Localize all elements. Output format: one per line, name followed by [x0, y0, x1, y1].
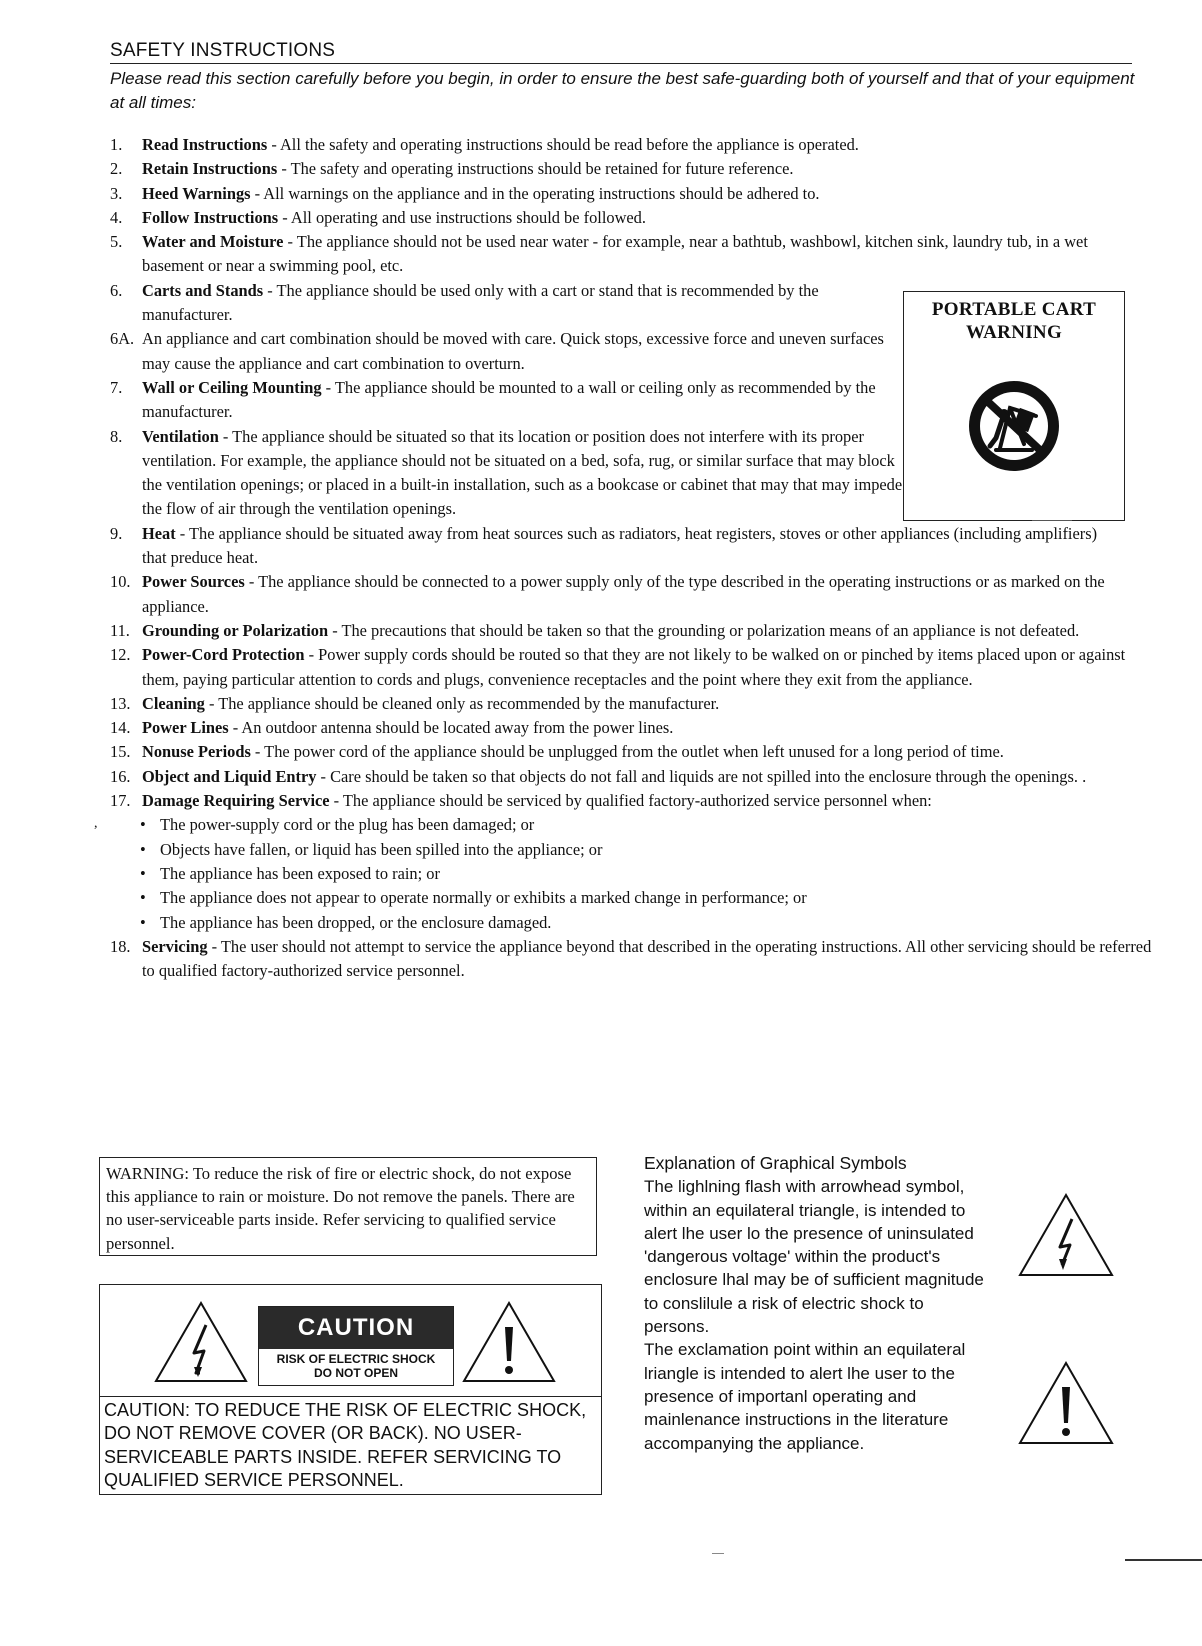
- list-item: 1. Read Instructions - All the safety and operating instructions should be read before the appliance is operated.: [110, 135, 859, 154]
- bullet-item: • Objects have fallen, or liquid has been spilled into the appliance; or: [140, 838, 1152, 862]
- lightning-explanation: The lighlning flash with arrowhead symbol, within an equilateral triangle, is intended to alert lhe user lo the presence of uninsulated 'dangerous voltage' within the product's enclosure lhal may be of sufficient magnitude to conslilule a risk of electric shock to persons.: [644, 1177, 984, 1337]
- list-item: 15. Nonuse Periods - The power cord of the appliance should be unplugged from the outlet when left unused for a long period of time.: [110, 742, 1004, 762]
- caution-badge-subtitle: RISK OF ELECTRIC SHOCK DO NOT OPEN: [276, 1352, 436, 1380]
- divider: [1032, 520, 1072, 521]
- list-item: 6. Carts and Stands - The appliance should be used only with a cart or stand that is recommended by the manufacturer.: [110, 280, 819, 325]
- list-item: 17. Damage Requiring Service - The appliance should be serviced by qualified factory-authorized service personnel when: • The power-supply cord or the plug has been damaged; or • Objects have fallen, or liquid has been spilled into the appliance; or • The appliance has been exposed to rain; or • The appliance does not appear to operate normally or exhibits a marked change in performance; or • The appliance has been dropped, or the enclosure damaged.: [110, 789, 1152, 935]
- exclamation-triangle-icon: [462, 1301, 556, 1383]
- caution-text: CAUTION: TO REDUCE THE RISK OF ELECTRIC SHOCK, DO NOT REMOVE COVER (OR BACK). NO USER-SERVICEABLE PARTS INSIDE. REFER SERVICING TO QUALIFIED SERVICE PERSONNEL.: [104, 1400, 587, 1490]
- list-item: 10. Power Sources - The appliance should be connected to a power supply only of the type described in the operating instructions or as marked on the appliance.: [110, 572, 1105, 616]
- list-item: 4. Follow Instructions - All operating and use instructions should be followed.: [110, 207, 646, 227]
- exclamation-triangle-icon: [1018, 1361, 1114, 1445]
- caution-badge-title: CAUTION: [259, 1307, 453, 1349]
- margin-mark: ,: [94, 816, 98, 831]
- list-item: 12. Power-Cord Protection - Power supply cords should be routed so that they are not likely to be walked on or pinched by items placed upon or against them, paying particular attention to cords and plugs, convenience receptacles and the point where they exit from the appliance.: [110, 645, 1126, 689]
- symbols-heading: Explanation of Graphical Symbols: [644, 1153, 907, 1173]
- caution-badge: [258, 1306, 454, 1386]
- list-item: 9. Heat - The appliance should be situated away from heat sources such as radiators, heat registers, stoves or other appliances (including amplifiers) that preduce heat.: [110, 523, 1098, 568]
- warning-text: To reduce the risk of fire or electric shock, do not expose this appliance to rain or moisture. Do not remove the panels. There are no user-serviceable parts inside. Refer servicing to qualified service personnel.: [106, 1164, 575, 1253]
- bullet-item: • The appliance has been dropped, or the enclosure damaged.: [140, 911, 1152, 935]
- list-item: 14. Power Lines - An outdoor antenna should be located away from the power lines.: [110, 718, 674, 738]
- page-title: SAFETY INSTRUCTIONS: [110, 40, 1132, 64]
- damage-bullet-list: [110, 813, 1152, 934]
- divider: [712, 1553, 724, 1554]
- list-item: 6A. An appliance and cart combination should be moved with care. Quick stops, excessive force and uneven surfaces may cause the appliance and cart combination to overturn.: [110, 329, 884, 373]
- lightning-triangle-icon: [1018, 1193, 1114, 1277]
- list-item: 7. Wall or Ceiling Mounting - The appliance should be mounted to a wall or ceiling only as recommended by the manufacturer.: [110, 377, 876, 422]
- intro-text: Please read this section carefully before you begin, in order to ensure the best safe-guarding both of yourself and that of your equipment at all times:: [110, 69, 1135, 112]
- warning-box: [99, 1157, 597, 1256]
- list-item: 5. Water and Moisture - The appliance should not be used near water - for example, near a bathtub, washbowl, kitchen sink, laundry tub, in a wet basement or near a swimming pool, etc.: [110, 232, 1088, 276]
- caution-box: [99, 1284, 602, 1495]
- graphical-symbols-explanation: [644, 1152, 1004, 1455]
- list-item: 3. Heed Warnings - All warnings on the appliance and in the operating instructions should be adhered to.: [110, 183, 820, 203]
- instruction-list: [110, 133, 1152, 983]
- list-item: 13. Cleaning - The appliance should be cleaned only as recommended by the manufacturer.: [110, 693, 720, 713]
- list-item: 11. Grounding or Polarization - The precautions that should be taken so that the grounding or polarization means of an appliance is not defeated.: [110, 620, 1080, 640]
- list-item: 16. Object and Liquid Entry - Care should be taken so that objects do not fall and liquids are not spilled into the enclosure through the openings. .: [110, 766, 1087, 786]
- exclamation-explanation: The exclamation point within an equilateral lriangle is intended to alert lhe user to the presence of importanl operating and mainlenance instructions in the literature accompanying the appliance.: [644, 1340, 966, 1453]
- divider: [1125, 1559, 1202, 1561]
- bullet-item: • The power-supply cord or the plug has been damaged; or: [140, 813, 1152, 837]
- bullet-item: • The appliance does not appear to operate normally or exhibits a marked change in performance; or: [140, 886, 1152, 910]
- caution-symbol-row: [100, 1285, 601, 1397]
- list-item: 2. Retain Instructions - The safety and operating instructions should be retained for future reference.: [110, 159, 794, 179]
- list-item: 18. Servicing - The user should not attempt to service the appliance beyond that described in the operating instructions. All other servicing should be referred to qualified factory-authorized service personnel.: [110, 936, 1152, 981]
- list-item: 8. Ventilation - The appliance should be situated so that its location or position does not interfere with its proper ventilation. For example, the appliance should not be situated on a bed, sofa, rug, or similar surface that may block the ventilation openings; or placed in a built-in installation, such as a bookcase or cabinet that may that may impede the flow of air through the ventilation openings.: [110, 426, 903, 519]
- bullet-item: • The appliance has been exposed to rain; or: [140, 862, 1152, 886]
- lightning-triangle-icon: [154, 1301, 248, 1383]
- portable-cart-warning-box: [903, 291, 1125, 521]
- tip-over-cart-icon: [966, 378, 1062, 474]
- cart-warning-title: PORTABLE CART WARNING: [931, 299, 1097, 343]
- warning-label: WARNING:: [106, 1164, 189, 1183]
